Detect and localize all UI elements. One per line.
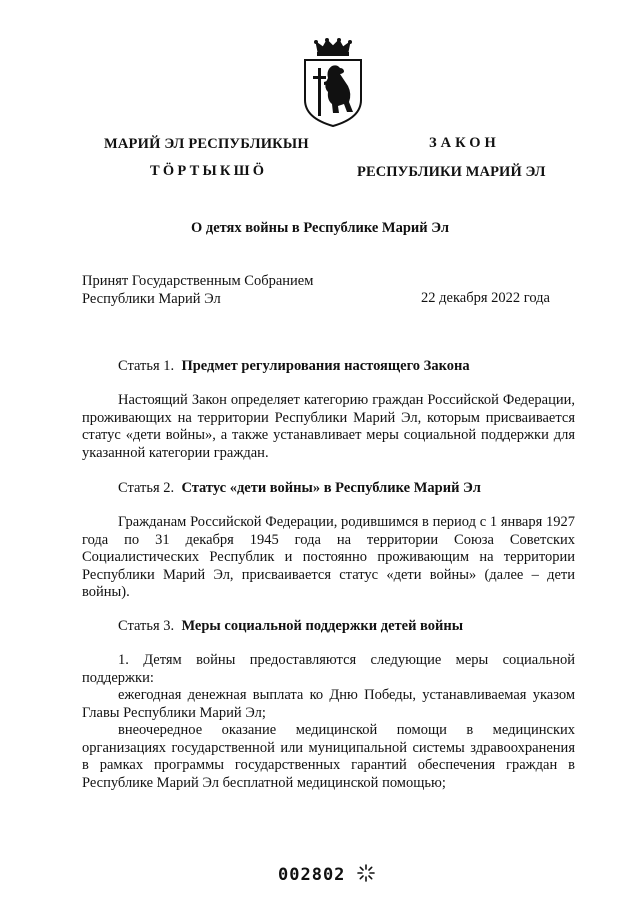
article-1-number: Статья 1. bbox=[118, 358, 175, 374]
article-2-number: Статья 2. bbox=[118, 480, 175, 496]
article-3-title: Меры социальной поддержки детей войны bbox=[181, 618, 464, 634]
article-3-number: Статья 3. bbox=[118, 618, 175, 634]
article-1-title: Предмет регулирования настоящего Закона bbox=[181, 358, 470, 374]
article-3-heading bbox=[118, 618, 463, 635]
serial-number: 002802 bbox=[278, 865, 346, 885]
adoption-line1: Принят Государственным Собранием bbox=[82, 273, 314, 289]
header-right-line1: ЗАКОН bbox=[429, 135, 500, 151]
article-2-title: Статус «дети войны» в Республике Марий Эл bbox=[181, 480, 481, 496]
header-right-line2: РЕСПУБЛИКИ МАРИЙ ЭЛ bbox=[357, 164, 546, 180]
adoption-line2: Республики Марий Эл bbox=[82, 291, 221, 307]
adoption-info bbox=[82, 272, 313, 308]
document-footer bbox=[278, 864, 375, 885]
article-2-heading bbox=[118, 480, 481, 497]
asterisk-mark-icon bbox=[357, 864, 375, 882]
article-2-paragraph: Гражданам Российской Федерации, родившимся в период с 1 января 1927 года по 31 декабря 1945 года на территории Союза Советских Социалистических Республик и постоянно проживающим на территории Республики Марий Эл, присваивается статус «дети войны» (далее – дети войны). bbox=[82, 514, 575, 601]
article-1-heading bbox=[118, 358, 470, 375]
article-3-paragraph-2: ежегодная денежная выплата ко Дню Победы, устанавливаемая указом Главы Республики Марий Эл; bbox=[82, 687, 575, 721]
article-1-paragraph: Настоящий Закон определяет категорию граждан Российской Федерации, проживающих на территории Республики Марий Эл, которым присваивается статус «дети войны», а также устанавливает меры социальной поддержки для указанной категории граждан. bbox=[82, 392, 575, 461]
article-3-paragraph-3: внеочередное оказание медицинской помощи в медицинских организациях государственной или муниципальной системы здравоохранения в рамках программы государственных гарантий обеспечения граждан в Республике Марий Эл бесплатной медицинской помощью; bbox=[82, 722, 575, 791]
header-left-line2: ТӦРТЫКШӦ bbox=[150, 163, 268, 179]
law-title: О детях войны в Республике Марий Эл bbox=[190, 220, 450, 236]
adoption-date: 22 декабря 2022 года bbox=[421, 290, 550, 306]
header-left-line1: МАРИЙ ЭЛ РЕСПУБЛИКЫН bbox=[104, 136, 309, 152]
article-3-paragraph-1: 1. Детям войны предоставляются следующие меры социальной поддержки: bbox=[82, 652, 575, 686]
coat-of-arms-icon bbox=[302, 38, 364, 128]
